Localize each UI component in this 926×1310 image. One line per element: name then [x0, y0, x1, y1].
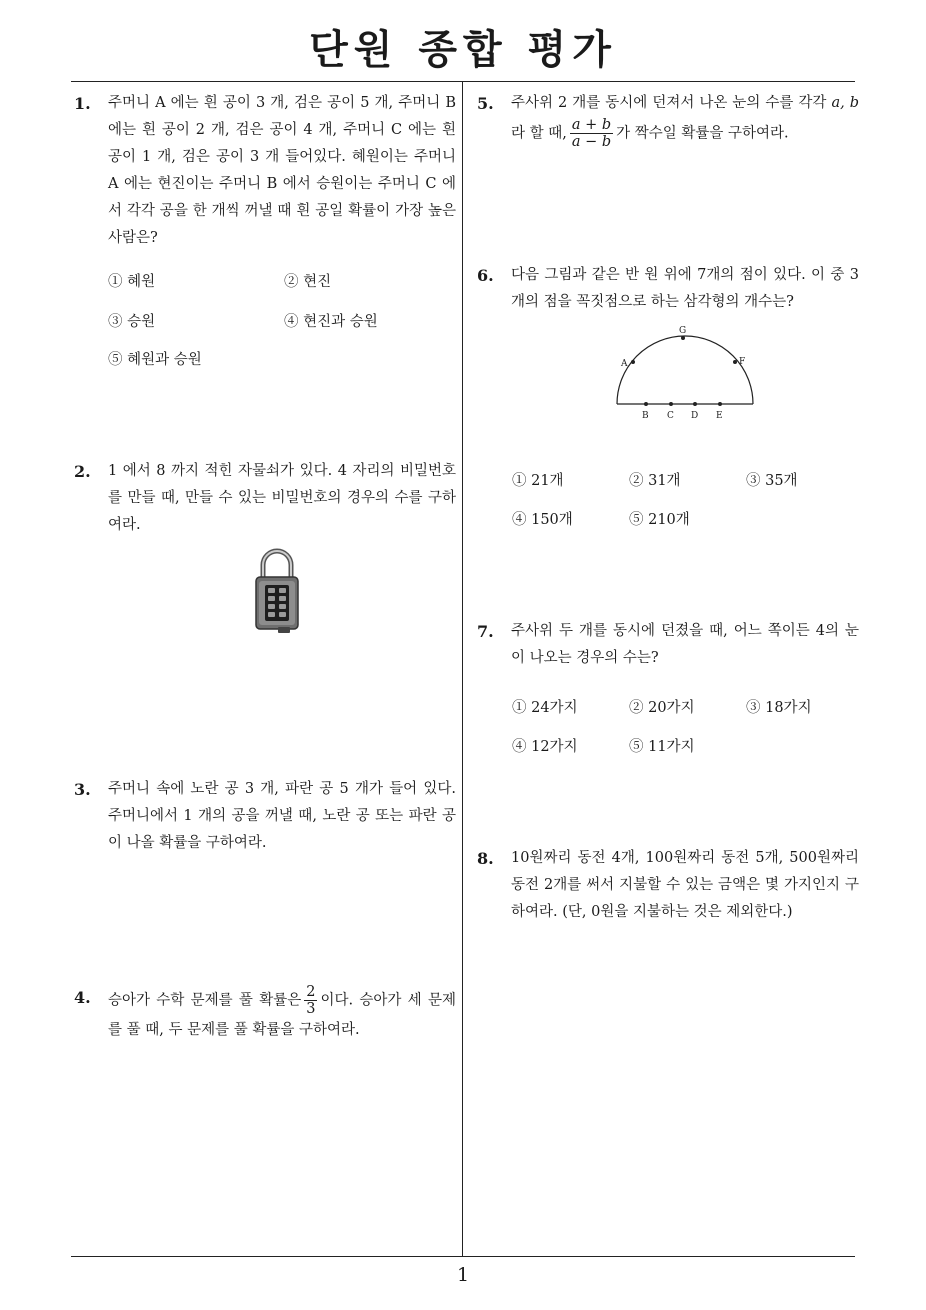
fraction-numerator: 2	[306, 984, 316, 1000]
question-number: 5.	[477, 94, 494, 113]
question-text-after: 가 짝수일 확률을 구하여라.	[616, 125, 789, 142]
fraction	[304, 984, 317, 1017]
question-text: 주사위 두 개를 동시에 던졌을 때, 어느 쪽이든 4의 눈이 나오는 경우의 수는?	[511, 623, 859, 666]
fraction	[570, 117, 613, 150]
question-text: 다음 그림과 같은 반 원 위에 7개의 점이 있다. 이 중 3개의 점을 꼭짓점으로 하는 삼각형의 개수는?	[511, 267, 859, 310]
question-text	[511, 90, 859, 150]
question-5	[477, 90, 859, 150]
choice-5[interactable]: ⑤ 210개	[629, 512, 690, 528]
question-text-before: 승아가 수학 문제를 풀 확률은	[108, 992, 302, 1009]
question-1	[74, 90, 456, 252]
choice-2[interactable]: ② 31개	[629, 473, 681, 489]
point-c	[669, 402, 673, 406]
question-number: 2.	[74, 462, 91, 481]
question-text: 10원짜리 동전 4개, 100원짜리 동전 5개, 500원짜리 동전 2개를 써서 지불할 수 있는 금액은 몇 가지인지 구하여라. (단, 0원을 지불하는 것은 제외한다.)	[511, 850, 859, 920]
choice-5[interactable]: ⑤ 혜원과 승원	[108, 352, 202, 368]
choice-3[interactable]: ③ 35개	[746, 473, 798, 489]
question-number: 4.	[74, 988, 91, 1007]
question-8	[477, 845, 859, 926]
question-number: 1.	[74, 94, 91, 113]
question-4	[74, 984, 456, 1044]
choice-1[interactable]: ① 21개	[512, 473, 564, 489]
question-2	[74, 458, 456, 539]
label-b: B	[642, 411, 649, 421]
choice-4[interactable]: ④ 현진과 승원	[284, 314, 378, 330]
label-e: E	[716, 411, 723, 421]
variables: a, b	[831, 95, 859, 111]
label-f: F	[739, 357, 746, 367]
question-number: 6.	[477, 266, 494, 285]
page-title: 단원 종합 평가	[309, 27, 617, 73]
point-f	[733, 360, 737, 364]
label-c: C	[667, 411, 674, 421]
question-number: 3.	[74, 780, 91, 799]
point-g	[681, 336, 685, 340]
page-number: 1	[456, 1264, 470, 1286]
question-text: 1 에서 8 까지 적힌 자물쇠가 있다. 4 자리의 비밀번호를 만들 때, 만들 수 있는 비밀번호의 경우의 수를 구하여라.	[108, 463, 456, 533]
question-number: 8.	[477, 849, 494, 868]
choice-3[interactable]: ③ 18가지	[746, 700, 812, 716]
label-d: D	[691, 411, 699, 421]
question-text: 주머니 A 에는 흰 공이 3 개, 검은 공이 5 개, 주머니 B 에는 흰 공이 2 개, 검은 공이 4 개, 주머니 C 에는 흰 공이 1 개, 검은 공이 3 개 들어있다. 혜원이는 주머니 A 에는 현진이는 주머니 B 에서 승원이는 주머니 C 에서 각각 공을 한 개씩 꺼낼 때 흰 공일 확률이 가장 높은 사람은?	[108, 95, 456, 246]
question-text-before: 주사위 2 개를 동시에 던져서 나온 눈의 수를 각각	[511, 95, 827, 111]
question-text-mid: 라 할 때,	[511, 125, 567, 142]
choice-3[interactable]: ③ 승원	[108, 314, 156, 330]
choice-2[interactable]: ② 현진	[284, 274, 332, 290]
column-divider	[462, 82, 463, 1257]
question-text-after: 이다. 승아가 세 문제를 풀 때, 두 문제를 풀 확률을 구하여라.	[108, 992, 456, 1038]
question-7	[477, 618, 859, 672]
choice-4[interactable]: ④ 150개	[512, 512, 573, 528]
point-a	[631, 360, 635, 364]
question-3	[74, 776, 456, 857]
fraction-denominator: a − b	[571, 134, 612, 150]
choice-4[interactable]: ④ 12가지	[512, 739, 578, 755]
label-a: A	[621, 359, 628, 369]
point-e	[718, 402, 722, 406]
choice-2[interactable]: ② 20가지	[629, 700, 695, 716]
label-g: G	[679, 326, 687, 336]
fraction-numerator: a + b	[571, 117, 612, 133]
choice-1[interactable]: ① 24가지	[512, 700, 578, 716]
fraction-denominator: 3	[306, 1001, 316, 1017]
point-d	[693, 402, 697, 406]
question-number: 7.	[477, 622, 494, 641]
bottom-rule	[71, 1256, 855, 1257]
choice-1[interactable]: ① 혜원	[108, 274, 156, 290]
question-6	[477, 262, 859, 316]
question-text: 주머니 속에 노란 공 3 개, 파란 공 5 개가 들어 있다. 주머니에서 1 개의 공을 꺼낼 때, 노란 공 또는 파란 공이 나올 확률을 구하여라.	[108, 781, 456, 851]
semicircle-figure	[610, 322, 760, 422]
point-b	[644, 402, 648, 406]
choice-5[interactable]: ⑤ 11가지	[629, 739, 695, 755]
question-text	[108, 984, 456, 1044]
padlock-icon	[252, 545, 302, 635]
